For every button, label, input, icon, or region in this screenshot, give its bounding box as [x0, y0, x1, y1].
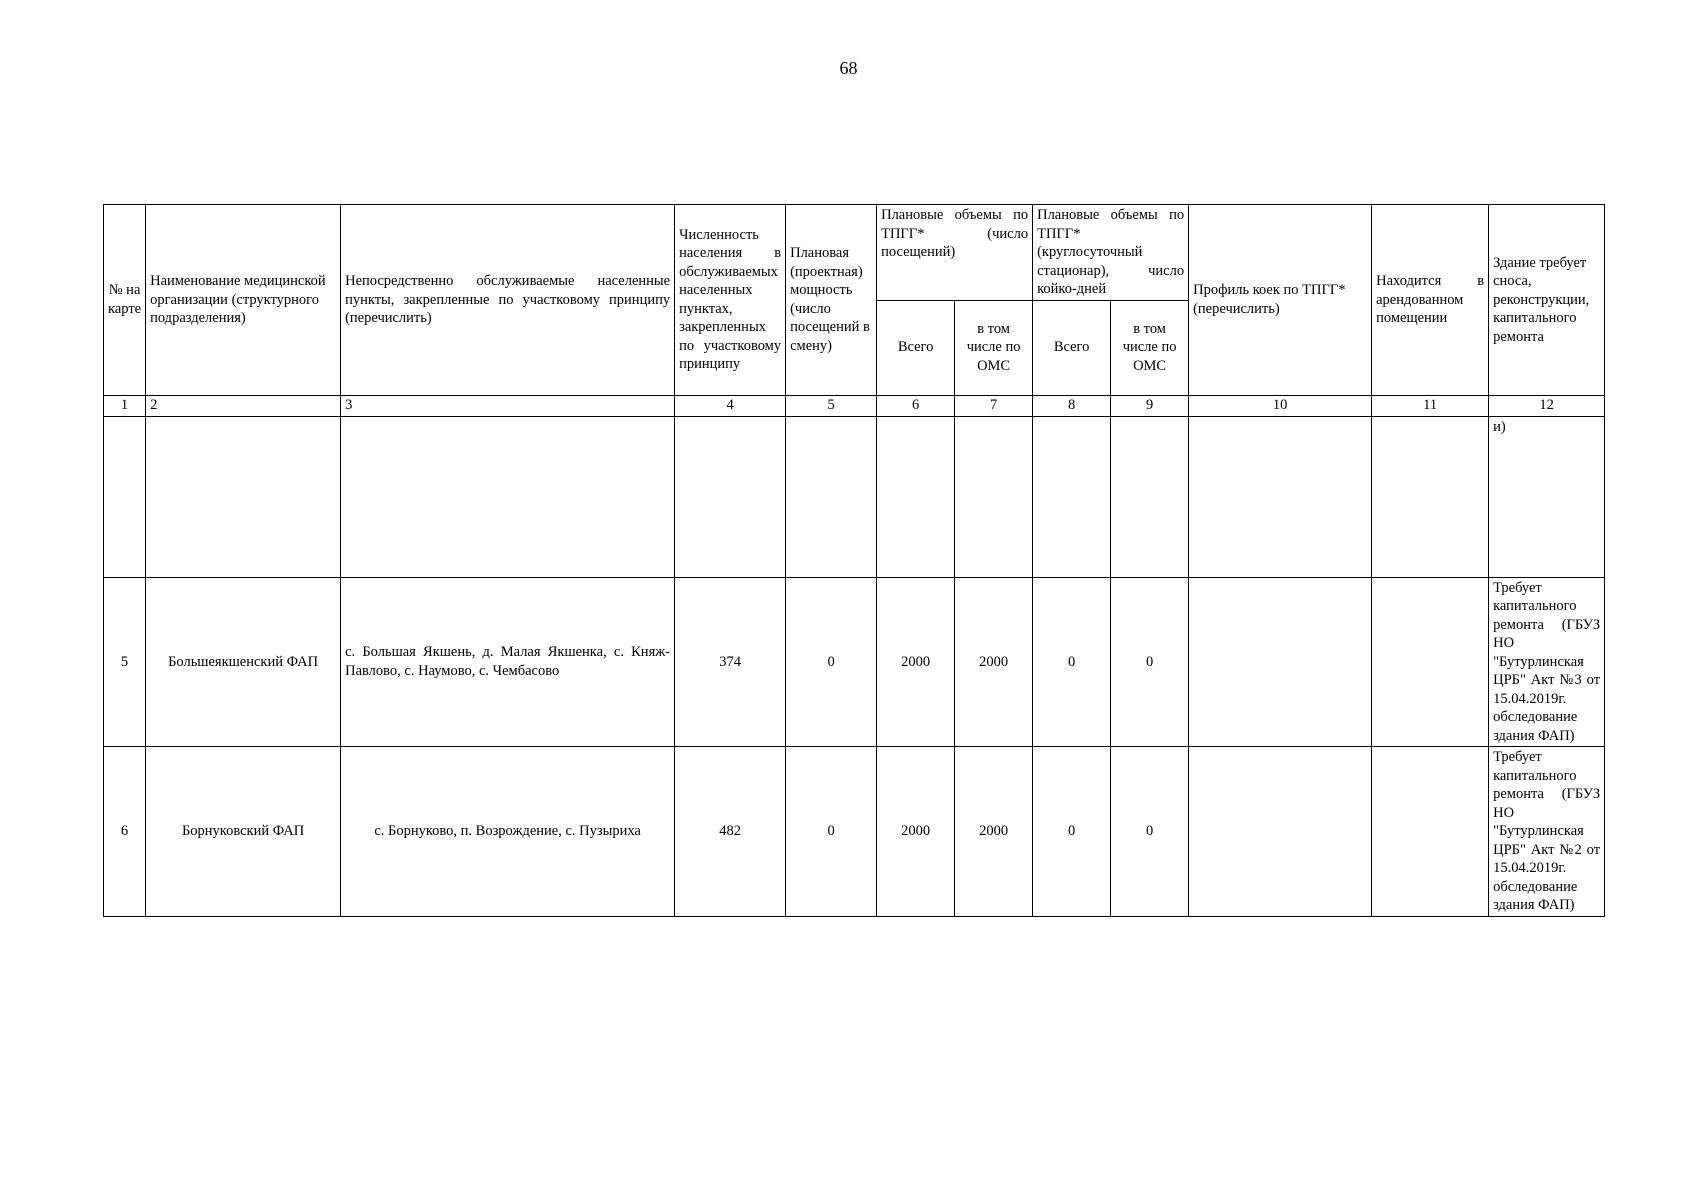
header-capacity: Плановая (проектная) мощность (число посещений в смену): [786, 205, 877, 396]
bed-profile: [1189, 747, 1372, 917]
map-number: 6: [104, 747, 146, 917]
table-cell: [146, 416, 341, 577]
table-cell: [675, 416, 786, 577]
medical-facilities-table: [103, 204, 1605, 917]
rented-premises: [1372, 577, 1489, 747]
table-cell: [877, 416, 955, 577]
visits-oms: 2000: [955, 577, 1033, 747]
header-visits-total: Всего: [877, 300, 955, 395]
header-organization-name: Наименование медицинской организации (структурного подразделения): [146, 205, 341, 396]
column-number: 7: [955, 395, 1033, 416]
table-cell: [104, 416, 146, 577]
header-planned-visits: Плановые объемы по ТПГГ* (число посещений): [877, 205, 1033, 301]
bed-days-total: 0: [1033, 747, 1111, 917]
building-status-continuation: и): [1489, 416, 1605, 577]
header-rented-premises: Находится в арендованном помещении: [1372, 205, 1489, 396]
capacity: 0: [786, 577, 877, 747]
table-row: [104, 747, 1605, 917]
table-row: [104, 416, 1605, 577]
table-cell: [955, 416, 1033, 577]
header-map-number: № на карте: [104, 205, 146, 396]
header-visits-oms: в том числе по ОМС: [955, 300, 1033, 395]
table-cell: [1372, 416, 1489, 577]
column-number: 9: [1111, 395, 1189, 416]
header-bed-profile: Профиль коек по ТПГГ* (перечислить): [1189, 205, 1372, 396]
column-number: 12: [1489, 395, 1605, 416]
table-cell: [786, 416, 877, 577]
organization-name: Большеякшенский ФАП: [146, 577, 341, 747]
header-row: [104, 205, 1605, 301]
column-number: 4: [675, 395, 786, 416]
column-number: 6: [877, 395, 955, 416]
bed-profile: [1189, 577, 1372, 747]
bed-days-oms: 0: [1111, 577, 1189, 747]
visits-oms: 2000: [955, 747, 1033, 917]
header-population: Численность населения в обслуживаемых населенных пунктах, закрепленных по участковому принципу: [675, 205, 786, 396]
column-number: 2: [146, 395, 341, 416]
bed-days-oms: 0: [1111, 747, 1189, 917]
table-cell: [1111, 416, 1189, 577]
column-numbers-row: [104, 395, 1605, 416]
settlements: с. Большая Якшень, д. Малая Якшенка, с. Княж-Павлово, с. Наумово, с. Чембасово: [341, 577, 675, 747]
rented-premises: [1372, 747, 1489, 917]
settlements: с. Борнуково, п. Возрождение, с. Пузыриха: [341, 747, 675, 917]
organization-name: Борнуковский ФАП: [146, 747, 341, 917]
header-bed-days-total: Всего: [1033, 300, 1111, 395]
visits-total: 2000: [877, 577, 955, 747]
visits-total: 2000: [877, 747, 955, 917]
column-number: 10: [1189, 395, 1372, 416]
column-number: 1: [104, 395, 146, 416]
table-cell: [1033, 416, 1111, 577]
column-number: 11: [1372, 395, 1489, 416]
building-status: Требует капитального ремонта (ГБУЗ НО "Бутурлинская ЦРБ" Акт №3 от 15.04.2019г. обследование здания ФАП): [1489, 577, 1605, 747]
table-cell: [1189, 416, 1372, 577]
header-bed-days-oms: в том числе по ОМС: [1111, 300, 1189, 395]
map-number: 5: [104, 577, 146, 747]
column-number: 5: [786, 395, 877, 416]
table-cell: [341, 416, 675, 577]
header-planned-bed-days: Плановые объемы по ТПГГ* (круглосуточный стационар), число койко-дней: [1033, 205, 1189, 301]
bed-days-total: 0: [1033, 577, 1111, 747]
capacity: 0: [786, 747, 877, 917]
population: 482: [675, 747, 786, 917]
population: 374: [675, 577, 786, 747]
table-row: [104, 577, 1605, 747]
page-number: 68: [839, 58, 858, 78]
header-building-repair: Здание требует сноса, реконструкции, капитального ремонта: [1489, 205, 1605, 396]
building-status: Требует капитального ремонта (ГБУЗ НО "Бутурлинская ЦРБ" Акт №2 от 15.04.2019г. обследование здания ФАП): [1489, 747, 1605, 917]
column-number: 3: [341, 395, 675, 416]
column-number: 8: [1033, 395, 1111, 416]
header-settlements: Непосредственно обслуживаемые населенные пункты, закрепленные по участковому принципу (перечислить): [341, 205, 675, 396]
